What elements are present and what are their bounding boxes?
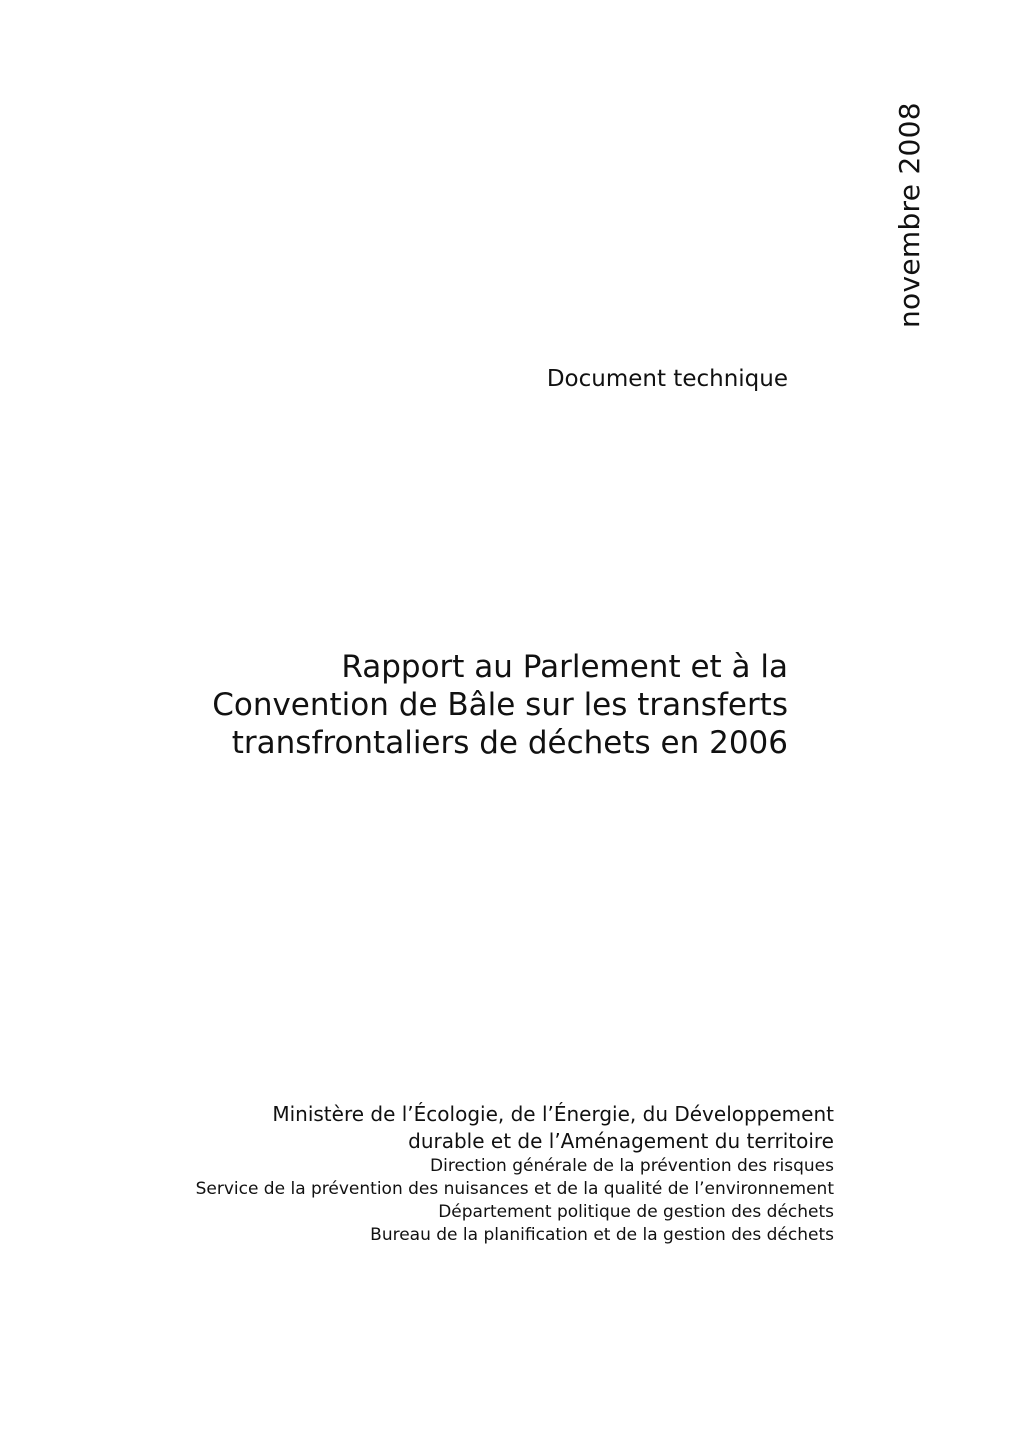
report-title [108,648,788,762]
title-line: Convention de Bâle sur les transferts [212,687,788,723]
department-line: Bureau de la planification et de la gestion des déchets [370,1225,834,1245]
title-line: transfrontaliers de déchets en 2006 [231,725,788,761]
ministry-name-line: durable et de l’Aménagement du territoire [408,1129,834,1153]
document-type-label: Document technique [546,366,788,392]
publication-date: novembre 2008 [893,102,926,328]
ministry-block [54,1101,834,1247]
department-line: Département politique de gestion des déchets [438,1202,834,1222]
ministry-name-line: Ministère de l’Écologie, de l’Énergie, du Développement [272,1102,834,1126]
title-line: Rapport au Parlement et à la [341,649,788,685]
department-line: Direction générale de la prévention des risques [430,1156,834,1176]
department-line: Service de la prévention des nuisances et de la qualité de l’environnement [195,1179,834,1199]
